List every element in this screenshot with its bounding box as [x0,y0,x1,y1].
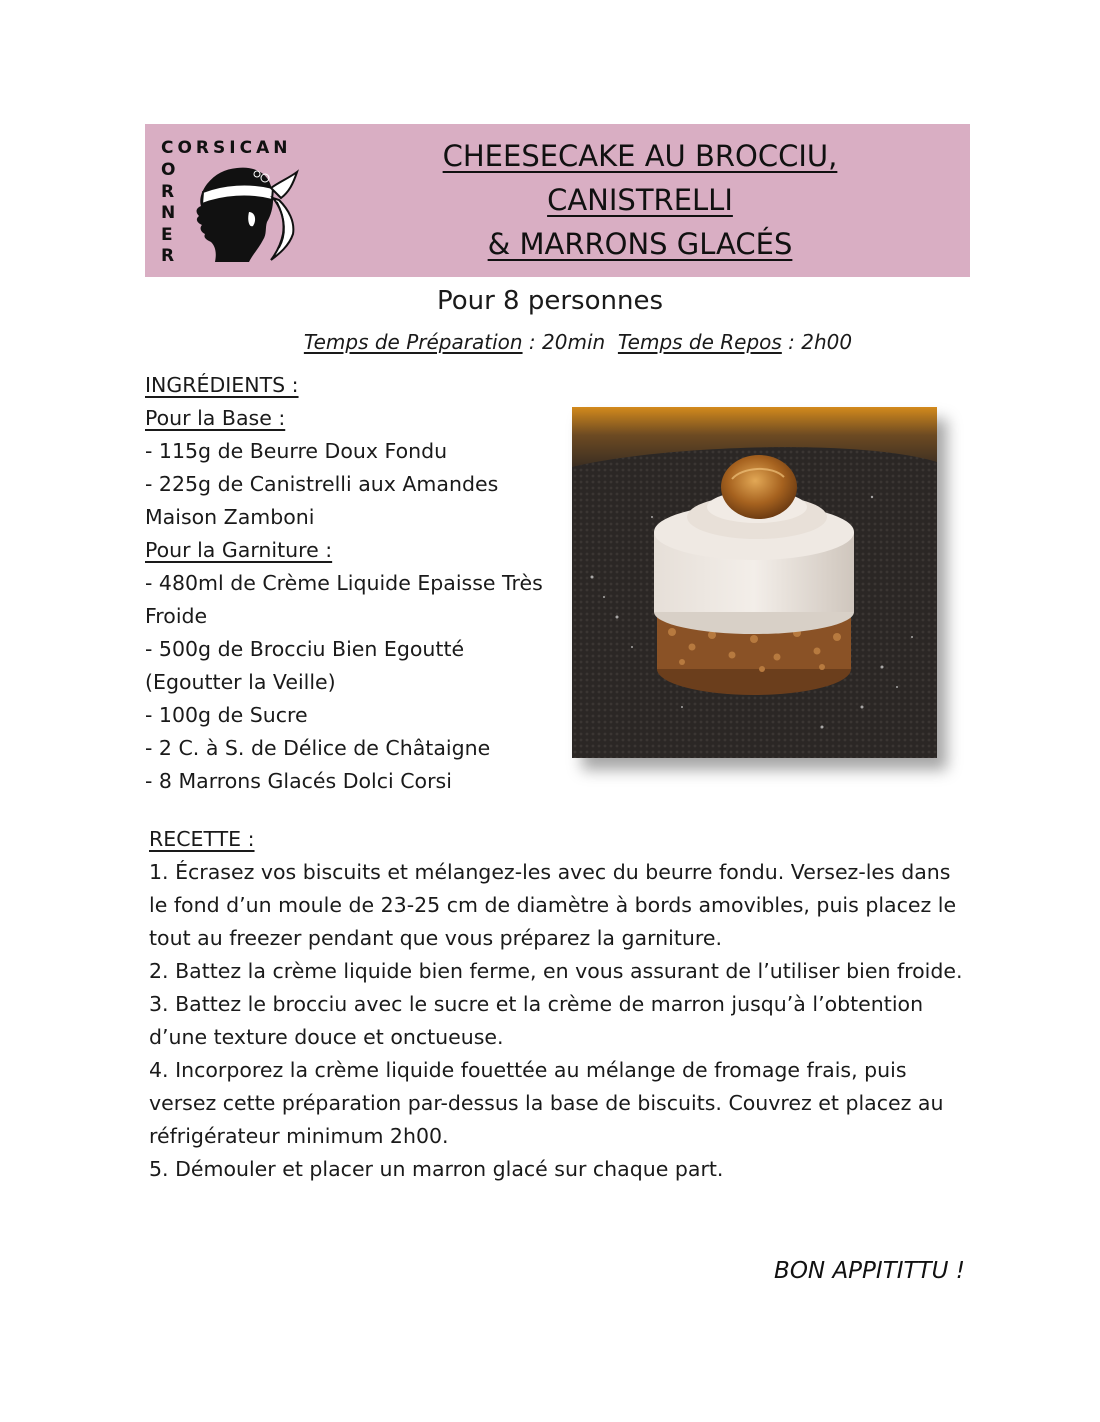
rest-time-label: Temps de Repos [617,330,782,354]
logo-letter: E [161,224,173,245]
ingredient-item: - 2 C. à S. de Délice de Châtaigne [145,736,491,760]
ingredient-item: - 500g de Brocciu Bien Egoutté (Egoutter la Veille) [145,637,465,694]
prep-time-value: : 20min [522,330,606,354]
logo-top-text: CORSICAN [161,138,292,158]
logo-letter: R [161,246,175,266]
recipe-step: 1. Écrasez vos biscuits et mélangez-les avec du beurre fondu. Versez-les dans le fond d’un moule de 23-25 cm de diamètre à bords amovibles, puis placez le tout au freezer pendant que vous préparez la garniture. [149,860,957,950]
recipe-title [370,134,910,266]
logo-side-text [161,160,181,268]
ingredient-item: - 225g de Canistrelli aux Amandes Maison Zamboni [145,472,499,529]
ingredient-item: - 115g de Beurre Doux Fondu [145,439,448,463]
recipe-step: 3. Battez le brocciu avec le sucre et la crème de marron jusqu’à l’obtention d’une texture douce et onctueuse. [149,992,924,1049]
recipe-step: 5. Démouler et placer un marron glacé sur chaque part. [149,1157,724,1181]
title-line-2: CANISTRELLI [547,183,733,217]
header-banner [145,124,970,277]
times-line [0,330,1100,354]
title-line-3: & MARRONS GLACÉS [487,227,793,261]
title-line-1: CHEESECAKE AU BROCCIU, [442,139,838,173]
ingredients-section [145,369,565,798]
recipe-step: 4. Incorporez la crème liquide fouettée au mélange de fromage frais, puis versez cette préparation par-dessus la base de biscuits. Couvrez et placez au réfrigérateur minimum 2h00. [149,1058,944,1148]
ingredient-item: - 100g de Sucre [145,703,308,727]
rest-time-value: : 2h00 [781,330,853,354]
base-heading: Pour la Base : [145,406,286,430]
corsican-corner-logo [159,138,309,268]
closing-greeting: BON APPITITTU ! [774,1258,965,1284]
recipe-heading: RECETTE : [149,827,255,851]
ingredients-heading: INGRÉDIENTS : [145,373,299,397]
ingredient-item: - 8 Marrons Glacés Dolci Corsi [145,769,452,793]
recipe-section [149,823,969,1186]
filling-heading: Pour la Garniture : [145,538,333,562]
ingredient-item: - 480ml de Crème Liquide Epaisse Très Froide [145,571,543,628]
recipe-step: 2. Battez la crème liquide bien ferme, en vous assurant de l’utiliser bien froide. [149,959,963,983]
servings: Pour 8 personnes [436,286,664,316]
logo-letter: N [161,203,176,223]
logo-letter: O [161,160,176,180]
cheesecake-photo [572,407,937,758]
logo-letter: R [161,181,175,202]
moor-head-icon [193,162,303,264]
prep-time-label: Temps de Préparation [303,330,523,354]
